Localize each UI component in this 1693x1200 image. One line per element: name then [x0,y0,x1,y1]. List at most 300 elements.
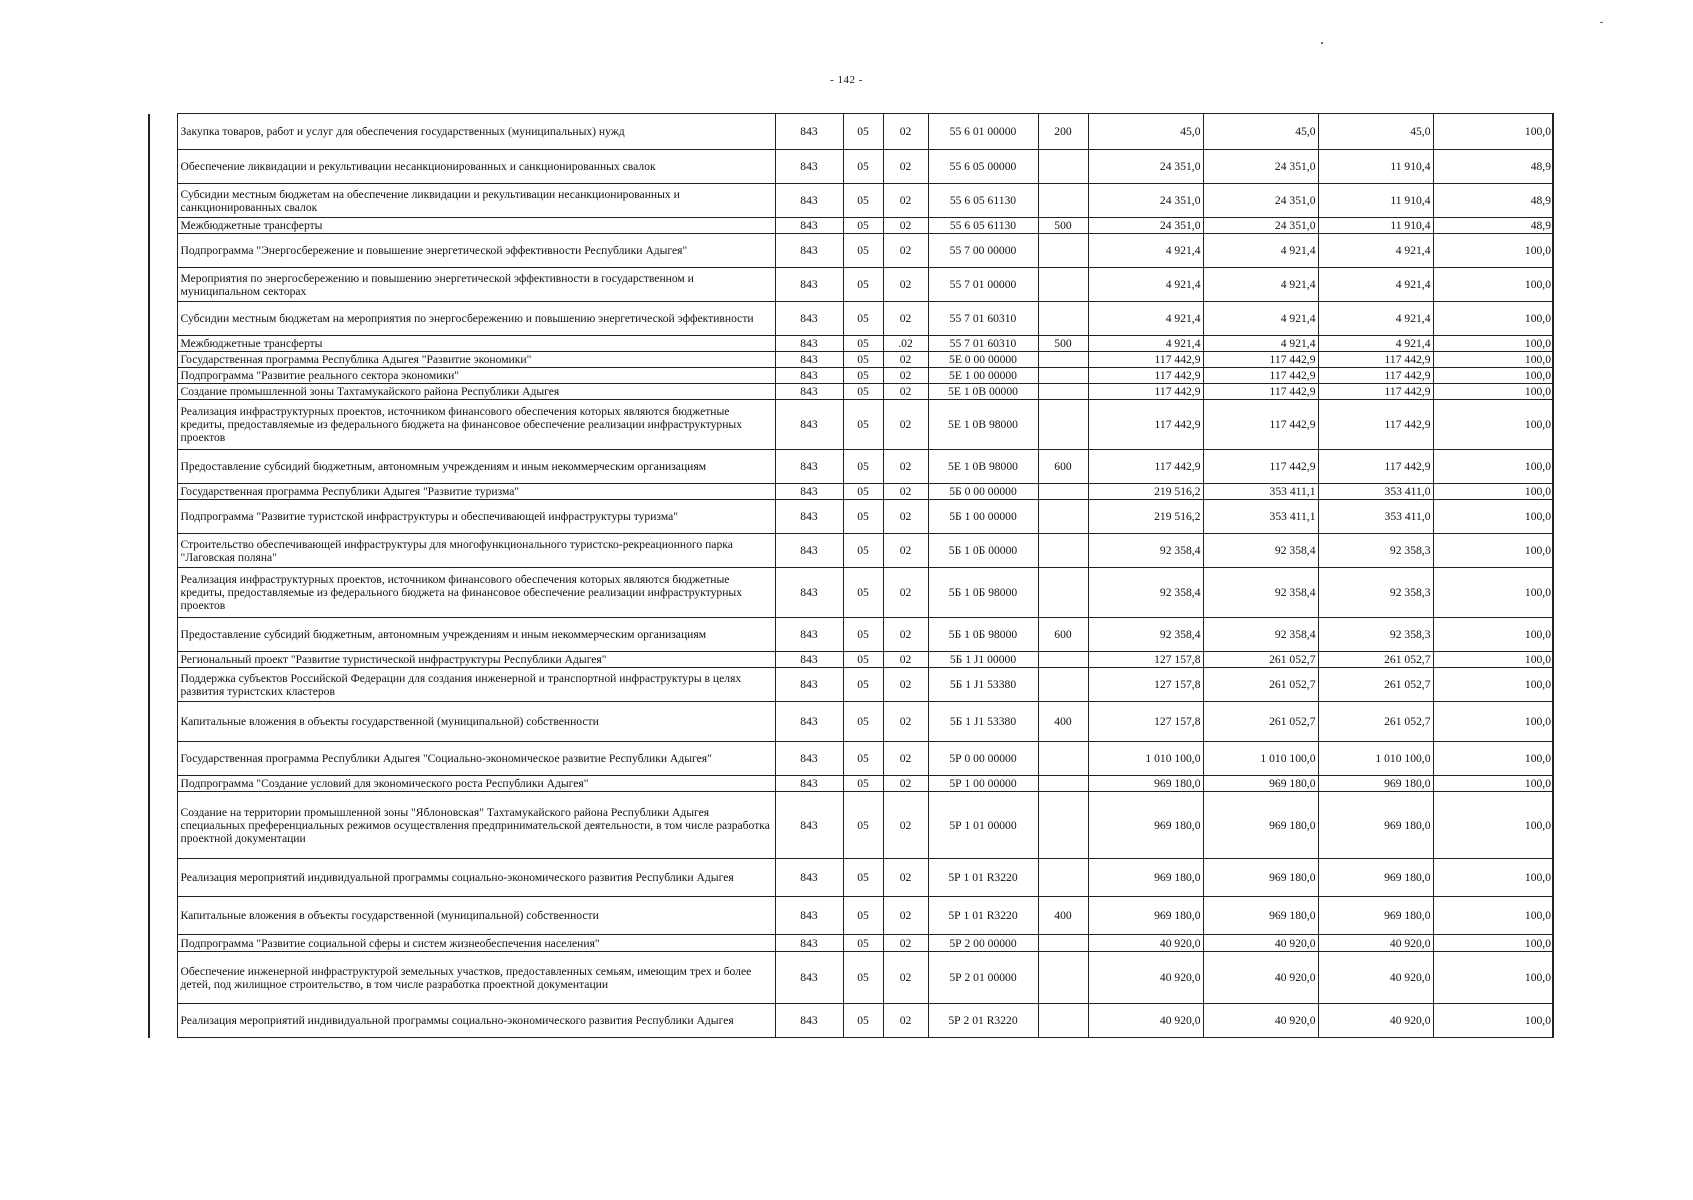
row-name: Реализация инфраструктурных проектов, источником финансового обеспечения которых являются бюджетные кредиты, предоставляемые из федерального бюджета на финансовое обеспечение реализации инфраструктурных проектов [177,568,775,618]
row-name: Создание промышленной зоны Тахтамукайского района Республики Адыгея [177,384,775,400]
row-target-article: 55 6 05 00000 [928,150,1038,184]
row-target-article: 5Б 1 J1 53380 [928,702,1038,742]
row-percent: 100,0 [1433,268,1553,302]
row-amount-executed: 92 358,3 [1318,618,1433,652]
table-row [149,150,1553,184]
row-amount-approved: 92 358,4 [1088,568,1203,618]
row-amount-executed: 40 920,0 [1318,935,1433,952]
row-percent: 100,0 [1433,859,1553,897]
row-name: Подпрограмма "Развитие социальной сферы и систем жизнеобеспечения населения" [177,935,775,952]
row-amount-approved: 40 920,0 [1088,1004,1203,1038]
row-section-code: 05 [843,384,883,400]
row-percent: 100,0 [1433,234,1553,268]
row-expense-type: 200 [1038,114,1088,150]
row-name: Мероприятия по энергосбережению и повышению энергетической эффективности в государственном и муниципальном секторах [177,268,775,302]
row-section-code: 05 [843,150,883,184]
scan-speck [1600,22,1603,23]
row-margin [149,792,177,859]
row-margin [149,742,177,776]
row-subsection-code: 02 [883,897,928,935]
row-expense-type [1038,400,1088,450]
row-amount-executed: 1 010 100,0 [1318,742,1433,776]
row-margin [149,302,177,336]
row-amount-approved: 40 920,0 [1088,952,1203,1004]
row-target-article: 5Р 0 00 00000 [928,742,1038,776]
row-section-code: 05 [843,114,883,150]
scan-speck [1321,42,1323,44]
row-amount-approved: 4 921,4 [1088,234,1203,268]
row-dept-code: 843 [775,352,843,368]
row-margin [149,384,177,400]
row-dept-code: 843 [775,792,843,859]
row-margin [149,234,177,268]
row-percent: 48,9 [1433,150,1553,184]
row-margin [149,618,177,652]
row-dept-code: 843 [775,368,843,384]
row-dept-code: 843 [775,935,843,952]
table-row [149,234,1553,268]
row-name: Государственная программа Республики Адыгея "Социально-экономическое развитие Республики Адыгея" [177,742,775,776]
row-name: Государственная программа Республика Адыгея "Развитие экономики" [177,352,775,368]
row-amount-executed: 969 180,0 [1318,776,1433,792]
row-percent: 100,0 [1433,742,1553,776]
row-amount-revised: 24 351,0 [1203,184,1318,218]
row-section-code: 05 [843,702,883,742]
table-row [149,935,1553,952]
row-amount-revised: 45,0 [1203,114,1318,150]
row-amount-revised: 117 442,9 [1203,384,1318,400]
row-name: Подпрограмма "Создание условий для экономического роста Республики Адыгея" [177,776,775,792]
row-amount-executed: 40 920,0 [1318,952,1433,1004]
row-amount-approved: 219 516,2 [1088,500,1203,534]
row-amount-revised: 117 442,9 [1203,352,1318,368]
row-percent: 100,0 [1433,1004,1553,1038]
table-row [149,336,1553,352]
row-margin [149,150,177,184]
row-dept-code: 843 [775,702,843,742]
row-expense-type [1038,792,1088,859]
row-expense-type [1038,150,1088,184]
row-target-article: 55 7 01 60310 [928,336,1038,352]
row-dept-code: 843 [775,534,843,568]
row-section-code: 05 [843,935,883,952]
row-expense-type [1038,184,1088,218]
row-amount-revised: 353 411,1 [1203,484,1318,500]
row-percent: 100,0 [1433,352,1553,368]
row-amount-revised: 92 358,4 [1203,534,1318,568]
table-row [149,352,1553,368]
row-amount-executed: 261 052,7 [1318,652,1433,668]
row-percent: 100,0 [1433,776,1553,792]
row-dept-code: 843 [775,114,843,150]
row-name: Капитальные вложения в объекты государственной (муниципальной) собственности [177,897,775,935]
row-target-article: 5Р 2 01 00000 [928,952,1038,1004]
row-section-code: 05 [843,302,883,336]
row-percent: 100,0 [1433,302,1553,336]
row-amount-revised: 4 921,4 [1203,234,1318,268]
row-amount-approved: 1 010 100,0 [1088,742,1203,776]
row-amount-revised: 117 442,9 [1203,368,1318,384]
row-section-code: 05 [843,952,883,1004]
row-expense-type [1038,952,1088,1004]
row-margin [149,668,177,702]
row-amount-approved: 4 921,4 [1088,302,1203,336]
row-expense-type [1038,484,1088,500]
row-percent: 100,0 [1433,534,1553,568]
row-amount-executed: 117 442,9 [1318,368,1433,384]
row-name: Межбюджетные трансферты [177,336,775,352]
table-row [149,400,1553,450]
row-amount-revised: 40 920,0 [1203,935,1318,952]
table-row [149,859,1553,897]
row-section-code: 05 [843,234,883,268]
row-percent: 48,9 [1433,218,1553,234]
row-margin [149,1004,177,1038]
row-target-article: 5Р 2 00 00000 [928,935,1038,952]
row-dept-code: 843 [775,268,843,302]
table-row [149,1004,1553,1038]
row-percent: 100,0 [1433,702,1553,742]
row-percent: 100,0 [1433,450,1553,484]
row-amount-executed: 261 052,7 [1318,702,1433,742]
row-amount-approved: 24 351,0 [1088,218,1203,234]
row-name: Государственная программа Республики Адыгея "Развитие туризма" [177,484,775,500]
row-dept-code: 843 [775,400,843,450]
table-row [149,952,1553,1004]
row-dept-code: 843 [775,652,843,668]
row-amount-executed: 117 442,9 [1318,450,1433,484]
row-amount-revised: 969 180,0 [1203,776,1318,792]
row-target-article: 55 7 01 00000 [928,268,1038,302]
row-dept-code: 843 [775,618,843,652]
row-subsection-code: 02 [883,935,928,952]
row-name: Создание на территории промышленной зоны "Яблоновская" Тахтамукайского района Республики Адыгея специальных преференциальных режимов осуществления предпринимательской деятельности, в том числе разработка проектной документации [177,792,775,859]
row-subsection-code: 02 [883,268,928,302]
row-target-article: 5Е 0 00 00000 [928,352,1038,368]
row-amount-approved: 127 157,8 [1088,652,1203,668]
row-section-code: 05 [843,776,883,792]
row-subsection-code: 02 [883,218,928,234]
row-target-article: 5Е 1 0В 98000 [928,450,1038,484]
row-subsection-code: 02 [883,668,928,702]
row-amount-executed: 11 910,4 [1318,218,1433,234]
row-percent: 100,0 [1433,568,1553,618]
row-percent: 100,0 [1433,897,1553,935]
row-expense-type [1038,500,1088,534]
row-amount-approved: 127 157,8 [1088,702,1203,742]
row-subsection-code: 02 [883,500,928,534]
row-section-code: 05 [843,268,883,302]
row-margin [149,336,177,352]
row-name: Межбюджетные трансферты [177,218,775,234]
table-row [149,184,1553,218]
table-body [149,114,1553,1038]
row-name: Закупка товаров, работ и услуг для обеспечения государственных (муниципальных) нужд [177,114,775,150]
row-section-code: 05 [843,859,883,897]
row-section-code: 05 [843,184,883,218]
row-amount-approved: 117 442,9 [1088,352,1203,368]
row-amount-revised: 40 920,0 [1203,952,1318,1004]
row-dept-code: 843 [775,897,843,935]
row-subsection-code: 02 [883,776,928,792]
budget-table [148,113,1554,1038]
row-amount-approved: 117 442,9 [1088,450,1203,484]
row-expense-type: 600 [1038,450,1088,484]
table-row [149,897,1553,935]
row-subsection-code: 02 [883,618,928,652]
row-name: Предоставление субсидий бюджетным, автономным учреждениям и иным некоммерческим организациям [177,450,775,484]
row-dept-code: 843 [775,859,843,897]
row-margin [149,702,177,742]
row-target-article: 5Б 1 00 00000 [928,500,1038,534]
row-name: Субсидии местным бюджетам на обеспечение ликвидации и рекультивации несанкционированных и санкционированных свалок [177,184,775,218]
table-row [149,268,1553,302]
row-percent: 100,0 [1433,935,1553,952]
row-amount-revised: 261 052,7 [1203,702,1318,742]
row-amount-revised: 261 052,7 [1203,668,1318,702]
row-percent: 48,9 [1433,184,1553,218]
row-amount-approved: 24 351,0 [1088,150,1203,184]
table-row [149,668,1553,702]
row-section-code: 05 [843,336,883,352]
row-margin [149,568,177,618]
row-amount-revised: 92 358,4 [1203,568,1318,618]
row-dept-code: 843 [775,500,843,534]
row-margin [149,218,177,234]
row-margin [149,114,177,150]
row-subsection-code: 02 [883,534,928,568]
row-name: Подпрограмма "Энергосбережение и повышение энергетической эффективности Республики Адыгея" [177,234,775,268]
row-amount-approved: 117 442,9 [1088,400,1203,450]
row-subsection-code: .02 [883,336,928,352]
row-section-code: 05 [843,652,883,668]
row-amount-executed: 4 921,4 [1318,336,1433,352]
row-dept-code: 843 [775,218,843,234]
row-margin [149,450,177,484]
row-percent: 100,0 [1433,792,1553,859]
row-expense-type: 500 [1038,336,1088,352]
row-section-code: 05 [843,742,883,776]
row-percent: 100,0 [1433,368,1553,384]
row-amount-revised: 969 180,0 [1203,859,1318,897]
row-section-code: 05 [843,500,883,534]
row-expense-type: 600 [1038,618,1088,652]
table-row [149,450,1553,484]
row-percent: 100,0 [1433,618,1553,652]
row-amount-executed: 11 910,4 [1318,184,1433,218]
table-row [149,534,1553,568]
row-amount-approved: 4 921,4 [1088,268,1203,302]
row-amount-approved: 127 157,8 [1088,668,1203,702]
row-section-code: 05 [843,450,883,484]
row-amount-approved: 92 358,4 [1088,618,1203,652]
row-amount-executed: 40 920,0 [1318,1004,1433,1038]
row-target-article: 5Б 1 J1 00000 [928,652,1038,668]
row-amount-executed: 11 910,4 [1318,150,1433,184]
row-subsection-code: 02 [883,184,928,218]
row-amount-executed: 353 411,0 [1318,484,1433,500]
row-target-article: 55 6 01 00000 [928,114,1038,150]
row-amount-executed: 45,0 [1318,114,1433,150]
row-expense-type [1038,776,1088,792]
row-target-article: 5Б 1 0Б 98000 [928,568,1038,618]
row-amount-executed: 353 411,0 [1318,500,1433,534]
row-subsection-code: 02 [883,742,928,776]
row-expense-type [1038,368,1088,384]
table-row [149,368,1553,384]
row-section-code: 05 [843,897,883,935]
row-percent: 100,0 [1433,114,1553,150]
row-amount-approved: 219 516,2 [1088,484,1203,500]
row-amount-executed: 261 052,7 [1318,668,1433,702]
row-name: Региональный проект "Развитие туристической инфраструктуры Республики Адыгея" [177,652,775,668]
row-expense-type [1038,534,1088,568]
row-name: Поддержка субъектов Российской Федерации для создания инженерной и транспортной инфраструктуры в целях развития туристских кластеров [177,668,775,702]
row-target-article: 55 7 01 60310 [928,302,1038,336]
row-margin [149,352,177,368]
row-amount-executed: 117 442,9 [1318,384,1433,400]
row-amount-revised: 261 052,7 [1203,652,1318,668]
row-section-code: 05 [843,534,883,568]
row-dept-code: 843 [775,742,843,776]
row-expense-type [1038,742,1088,776]
row-target-article: 55 6 05 61130 [928,218,1038,234]
row-amount-executed: 969 180,0 [1318,859,1433,897]
row-amount-approved: 45,0 [1088,114,1203,150]
row-amount-executed: 117 442,9 [1318,400,1433,450]
table-row [149,618,1553,652]
row-section-code: 05 [843,368,883,384]
row-section-code: 05 [843,792,883,859]
row-target-article: 5Б 0 00 00000 [928,484,1038,500]
row-amount-revised: 969 180,0 [1203,897,1318,935]
row-amount-revised: 117 442,9 [1203,400,1318,450]
row-name: Подпрограмма "Развитие реального сектора экономики" [177,368,775,384]
row-amount-revised: 117 442,9 [1203,450,1318,484]
row-margin [149,184,177,218]
row-section-code: 05 [843,484,883,500]
row-target-article: 5Б 1 0Б 00000 [928,534,1038,568]
row-expense-type [1038,1004,1088,1038]
row-amount-approved: 4 921,4 [1088,336,1203,352]
row-name: Капитальные вложения в объекты государственной (муниципальной) собственности [177,702,775,742]
row-amount-executed: 4 921,4 [1318,302,1433,336]
row-expense-type [1038,568,1088,618]
row-margin [149,400,177,450]
row-name: Подпрограмма "Развитие туристской инфраструктуры и обеспечивающей инфраструктуры туризма" [177,500,775,534]
row-target-article: 5Б 1 J1 53380 [928,668,1038,702]
table-row [149,114,1553,150]
row-expense-type [1038,652,1088,668]
row-percent: 100,0 [1433,384,1553,400]
row-amount-revised: 24 351,0 [1203,150,1318,184]
row-section-code: 05 [843,1004,883,1038]
row-amount-revised: 4 921,4 [1203,268,1318,302]
row-expense-type [1038,668,1088,702]
row-name: Субсидии местным бюджетам на мероприятия по энергосбережению и повышению энергетической эффективности [177,302,775,336]
table-row [149,702,1553,742]
row-dept-code: 843 [775,184,843,218]
row-amount-revised: 969 180,0 [1203,792,1318,859]
row-expense-type [1038,352,1088,368]
row-name: Строительство обеспечивающей инфраструктуры для многофункционального туристско-рекреационного парка "Лаговская поляна" [177,534,775,568]
row-amount-revised: 92 358,4 [1203,618,1318,652]
row-target-article: 5Р 2 01 R3220 [928,1004,1038,1038]
row-subsection-code: 02 [883,792,928,859]
row-name: Обеспечение инженерной инфраструктурой земельных участков, предоставленных семьям, имеющим трех и более детей, под жилищное строительство, в том числе разработка проектной документации [177,952,775,1004]
row-name: Реализация инфраструктурных проектов, источником финансового обеспечения которых являются бюджетные кредиты, предоставляемые из федерального бюджета на финансовое обеспечение реализации инфраструктурных проектов [177,400,775,450]
row-expense-type [1038,859,1088,897]
table-row [149,742,1553,776]
row-dept-code: 843 [775,234,843,268]
row-margin [149,776,177,792]
row-section-code: 05 [843,618,883,652]
row-amount-approved: 969 180,0 [1088,859,1203,897]
table-row [149,218,1553,234]
table-row [149,384,1553,400]
row-subsection-code: 02 [883,302,928,336]
row-dept-code: 843 [775,302,843,336]
row-amount-revised: 1 010 100,0 [1203,742,1318,776]
row-amount-executed: 969 180,0 [1318,897,1433,935]
row-expense-type [1038,268,1088,302]
row-subsection-code: 02 [883,352,928,368]
row-margin [149,534,177,568]
row-margin [149,268,177,302]
table-row [149,652,1553,668]
row-amount-approved: 24 351,0 [1088,184,1203,218]
row-percent: 100,0 [1433,400,1553,450]
table-row [149,484,1553,500]
table-row [149,568,1553,618]
row-dept-code: 843 [775,150,843,184]
row-amount-approved: 92 358,4 [1088,534,1203,568]
row-dept-code: 843 [775,568,843,618]
row-dept-code: 843 [775,484,843,500]
row-section-code: 05 [843,668,883,702]
row-subsection-code: 02 [883,368,928,384]
row-target-article: 5Р 1 01 R3220 [928,859,1038,897]
row-target-article: 5Р 1 00 00000 [928,776,1038,792]
row-percent: 100,0 [1433,336,1553,352]
row-expense-type [1038,384,1088,400]
row-amount-approved: 969 180,0 [1088,792,1203,859]
row-margin [149,897,177,935]
table-row [149,776,1553,792]
row-amount-revised: 24 351,0 [1203,218,1318,234]
row-dept-code: 843 [775,952,843,1004]
table-row [149,302,1553,336]
row-expense-type: 400 [1038,702,1088,742]
row-margin [149,484,177,500]
row-amount-approved: 117 442,9 [1088,384,1203,400]
row-section-code: 05 [843,218,883,234]
row-amount-executed: 4 921,4 [1318,234,1433,268]
row-dept-code: 843 [775,384,843,400]
row-subsection-code: 02 [883,234,928,268]
row-amount-approved: 969 180,0 [1088,897,1203,935]
row-target-article: 5Е 1 00 00000 [928,368,1038,384]
row-expense-type: 500 [1038,218,1088,234]
row-target-article: 5Р 1 01 00000 [928,792,1038,859]
row-margin [149,500,177,534]
row-amount-approved: 40 920,0 [1088,935,1203,952]
row-amount-executed: 969 180,0 [1318,792,1433,859]
row-expense-type [1038,935,1088,952]
row-subsection-code: 02 [883,114,928,150]
row-target-article: 55 6 05 61130 [928,184,1038,218]
row-amount-approved: 117 442,9 [1088,368,1203,384]
